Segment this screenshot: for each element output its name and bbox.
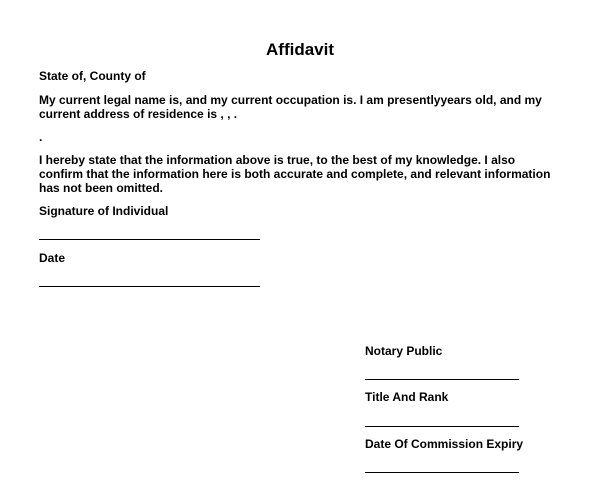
statement-paragraph: I hereby state that the information above is true, to the best of my knowledge. I also confirm that the information here is both accurate and complete, and relevant information has not been omitted. (39, 153, 551, 195)
document-title: Affidavit (266, 40, 334, 59)
signature-label: Signature of Individual (39, 204, 169, 218)
name-occupation-paragraph: My current legal name is, and my current occupation is. I am presentlyyears old, and my current address of residence is , , . (39, 93, 542, 121)
title-rank-line (365, 426, 519, 427)
commission-expiry-label: Date Of Commission Expiry (365, 437, 524, 451)
dot-line: . (39, 130, 43, 144)
notary-public-line (365, 379, 519, 380)
notary-public-label: Notary Public (365, 344, 443, 358)
state-county-line: State of, County of (39, 69, 146, 83)
date-line (39, 286, 260, 287)
commission-expiry-line (365, 472, 519, 473)
title-rank-label: Title And Rank (365, 390, 449, 404)
date-label: Date (39, 251, 66, 265)
signature-line (39, 239, 260, 240)
